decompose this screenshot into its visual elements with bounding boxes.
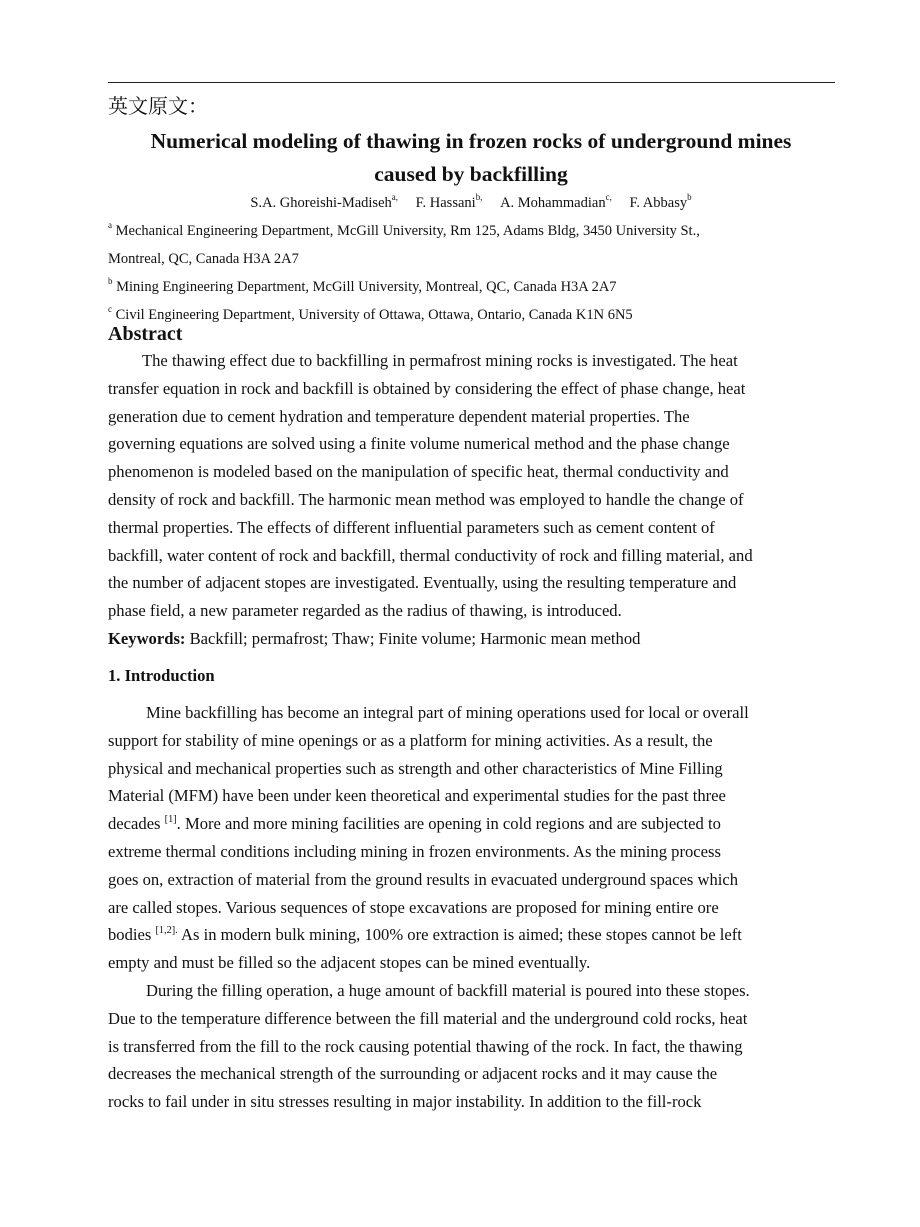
abstract-line: transfer equation in rock and backfill is obtained by considering the effect of phase change, heat bbox=[108, 378, 746, 398]
abstract-line: phase field, a new parameter regarded as the radius of thawing, is introduced. bbox=[108, 601, 622, 621]
abstract-line: generation due to cement hydration and temperature dependent material properties. The bbox=[108, 406, 690, 426]
affiliation-c bbox=[108, 301, 832, 329]
author-name: F. Hassani bbox=[415, 195, 476, 211]
abstract-line: The thawing effect due to backfilling in permafrost mining rocks is investigated. The heat bbox=[142, 351, 738, 370]
paragraph-line: decreases the mechanical strength of the surrounding or adjacent rocks and it may cause the bbox=[108, 1064, 718, 1084]
affiliation-line bbox=[108, 273, 832, 301]
author-name: S.A. Ghoreishi-Madiseh bbox=[250, 195, 392, 211]
abstract-line: the number of adjacent stopes are investigated. Eventually, using the resulting temperature and bbox=[108, 573, 737, 593]
paragraph-line: goes on, extraction of material from the ground results in evacuated underground spaces which bbox=[108, 869, 739, 889]
paragraph-line: rocks to fail under in situ stresses resulting in major instability. In addition to the fill-rock bbox=[108, 1092, 702, 1112]
paper-title bbox=[110, 125, 832, 191]
abstract-body bbox=[108, 347, 834, 625]
original-text-heading: 英文原文： bbox=[108, 94, 208, 118]
affiliation-line bbox=[108, 301, 832, 329]
keywords bbox=[108, 625, 834, 653]
paragraph-line: Due to the temperature difference between the fill material and the underground cold rocks, heat bbox=[108, 1008, 748, 1028]
paragraph-line: Mine backfilling has become an integral part of mining operations used for local or overall bbox=[146, 703, 749, 722]
line-text: bodies bbox=[108, 925, 156, 945]
abstract-line: density of rock and backfill. The harmonic mean method was employed to handle the change of bbox=[108, 489, 744, 509]
paragraph-line: Material (MFM) have been under keen theoretical and experimental studies for the past three bbox=[108, 786, 726, 806]
affiliation-line bbox=[108, 217, 832, 245]
abstract-heading: Abstract bbox=[108, 323, 183, 345]
affiliation-text: Mechanical Engineering Department, McGill University, Rm 125, Adams Bldg, 3450 University St., bbox=[115, 223, 700, 239]
author bbox=[416, 193, 483, 213]
author bbox=[250, 193, 398, 213]
affiliation-mark: a bbox=[108, 220, 112, 231]
author-list bbox=[110, 193, 832, 213]
paragraph-line: is transferred from the fill to the rock causing potential thawing of the rock. In fact, the thawing bbox=[108, 1036, 743, 1056]
affiliation-line: Montreal, QC, Canada H3A 2A7 bbox=[108, 251, 299, 267]
paragraph-line: support for stability of mine openings or as a platform for mining activities. As a result, the bbox=[108, 730, 713, 750]
header-rule bbox=[108, 82, 835, 83]
intro-paragraph-1 bbox=[108, 699, 834, 977]
paragraph-line: physical and mechanical properties such as strength and other characteristics of Mine Filling bbox=[108, 758, 723, 778]
author-affiliation-mark: c, bbox=[605, 192, 612, 203]
abstract-line: governing equations are solved using a finite volume numerical method and the phase change bbox=[108, 434, 730, 454]
affiliation-b bbox=[108, 273, 832, 301]
paragraph-line: are called stopes. Various sequences of stope excavations are proposed for mining entire ore bbox=[108, 897, 719, 917]
citation-ref: [1,2]. bbox=[155, 924, 178, 936]
affiliation-text: Civil Engineering Department, University of Ottawa, Ottawa, Ontario, Canada K1N 6N5 bbox=[115, 307, 633, 323]
affiliation-text: Mining Engineering Department, McGill University, Montreal, QC, Canada H3A 2A7 bbox=[116, 279, 617, 295]
line-text: As in modern bulk mining, 100% ore extraction is aimed; these stopes cannot be left bbox=[177, 925, 742, 945]
line-text: decades bbox=[108, 814, 165, 834]
paragraph-line bbox=[108, 810, 834, 838]
paragraph-line: extreme thermal conditions including mining in frozen environments. As the mining process bbox=[108, 841, 721, 861]
affiliation-mark: c bbox=[108, 304, 112, 315]
author bbox=[629, 193, 691, 213]
abstract-line: phenomenon is modeled based on the manipulation of specific heat, thermal conductivity and bbox=[108, 462, 729, 482]
author-affiliation-mark: b, bbox=[475, 192, 483, 203]
author-name: A. Mohammadian bbox=[500, 195, 606, 211]
affiliation-mark: b bbox=[108, 276, 113, 287]
paragraph-line bbox=[108, 921, 834, 949]
citation-ref: [1] bbox=[164, 813, 177, 825]
abstract-line: thermal properties. The effects of different influential parameters such as cement content of bbox=[108, 517, 715, 537]
title-line: Numerical modeling of thawing in frozen rocks of underground mines bbox=[150, 129, 792, 153]
author-affiliation-mark: a, bbox=[391, 192, 398, 203]
author bbox=[500, 193, 612, 213]
author-affiliation-mark: b bbox=[687, 192, 692, 203]
paragraph-line: empty and must be filled so the adjacent stopes can be mined eventually. bbox=[108, 953, 591, 973]
author-name: F. Abbasy bbox=[629, 195, 688, 211]
line-text: . More and more mining facilities are opening in cold regions and are subjected to bbox=[176, 814, 721, 834]
title-line: caused by backfilling bbox=[374, 162, 568, 186]
keywords-label: Keywords: bbox=[108, 629, 186, 648]
affiliation-a bbox=[108, 217, 832, 273]
intro-paragraph-2 bbox=[108, 977, 834, 1116]
keywords-text: Backfill; permafrost; Thaw; Finite volume; Harmonic mean method bbox=[185, 629, 641, 648]
paragraph-line: During the filling operation, a huge amount of backfill material is poured into these stopes. bbox=[146, 981, 750, 1000]
section-heading: 1. Introduction bbox=[108, 666, 215, 685]
abstract-line: backfill, water content of rock and backfill, thermal conductivity of rock and filling material, and bbox=[108, 545, 753, 565]
